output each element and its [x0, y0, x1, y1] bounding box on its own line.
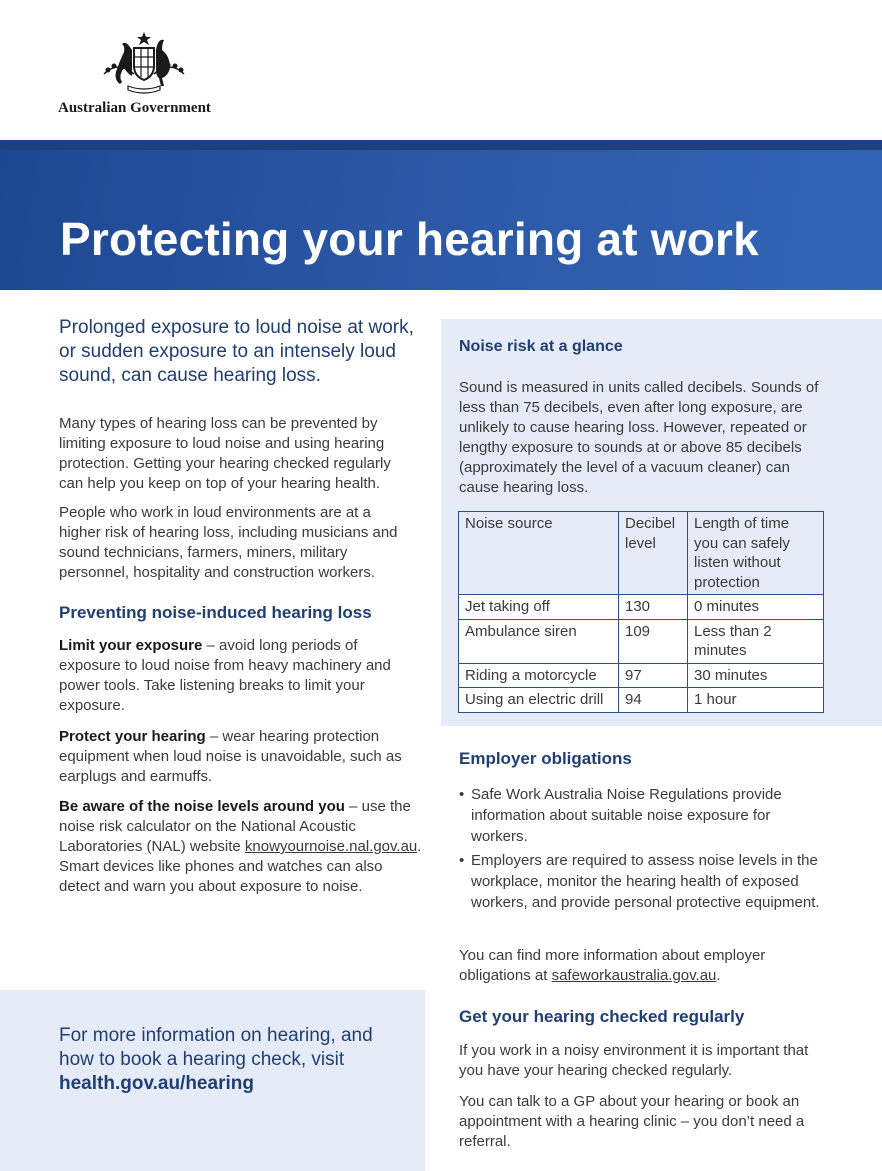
- protect-hearing-label: Protect your hearing: [59, 728, 206, 745]
- header-decibel-level: Decibel level: [619, 512, 688, 595]
- australian-government-logo: [58, 30, 228, 120]
- limit-exposure-label: Limit your exposure: [59, 637, 203, 654]
- employer-heading: Employer obligations: [459, 749, 632, 768]
- protect-hearing-paragraph: [59, 727, 421, 787]
- banner-stripe: [0, 140, 882, 150]
- cell-time: 30 minutes: [688, 663, 824, 688]
- cell-decibel: 97: [619, 663, 688, 688]
- intro-paragraph: Many types of hearing loss can be prevented by limiting exposure to loud noise and using hearing protection. Getting your hearing checked regularly can help you keep on top of your hearing health.: [59, 415, 391, 492]
- table-row: [459, 688, 824, 713]
- noise-levels-label: Be aware of the noise levels around you: [59, 798, 345, 815]
- coat-of-arms-icon: [98, 30, 190, 94]
- noise-levels-text: – use the noise risk calculator on the National Acoustic Laboratories (NAL) website: [59, 798, 411, 855]
- employer-bullet-list: [459, 784, 829, 916]
- more-info-text: [59, 1024, 399, 1096]
- protect-hearing-text: – wear hearing protection equipment when loud noise is unavoidable, such as earplugs and earmuffs.: [59, 728, 402, 785]
- checkup-paragraph-2: You can talk to a GP about your hearing or book an appointment with a hearing clinic – you don’t need a referral.: [459, 1093, 805, 1150]
- checkup-paragraph-1: If you work in a noisy environment it is important that you have your hearing checked regularly.: [459, 1042, 809, 1079]
- more-info-box: [0, 990, 425, 1171]
- noise-levels-paragraph: [59, 797, 424, 897]
- table-row: [459, 663, 824, 688]
- checkup-heading: Get your hearing checked regularly: [459, 1007, 745, 1026]
- decibel-paragraph: Sound is measured in units called decibels. Sounds of less than 75 decibels, even after long exposure, are unlikely to cause hearing loss. However, repeated or lengthy exposure to sounds at or above 85 decibels (approximately the level of a vacuum cleaner) can cause hearing loss.: [459, 379, 819, 496]
- cell-decibel: 130: [619, 595, 688, 620]
- cell-decibel: 94: [619, 688, 688, 713]
- intro-lead: Prolonged exposure to loud noise at work, or sudden exposure to an intensely loud sound, can cause hearing loss.: [59, 317, 414, 386]
- limit-exposure-text: – avoid long periods of exposure to loud noise from heavy machinery and power tools. Take listening breaks to limit your exposure.: [59, 637, 391, 714]
- cell-source: Riding a motorcycle: [459, 663, 619, 688]
- noise-levels-text-end: . Smart devices like phones and watches can also detect and warn you about exposure to noise.: [59, 838, 422, 895]
- cell-source: Ambulance siren: [459, 619, 619, 663]
- risk-paragraph: People who work in loud environments are at a higher risk of hearing loss, including musicians and sound technicians, farmers, miners, military personnel, hospitality and construction workers.: [59, 504, 398, 581]
- noise-risk-heading: Noise risk at a glance: [459, 338, 623, 355]
- safework-link[interactable]: safeworkaustralia.gov.au: [551, 967, 717, 984]
- government-name: Australian Government: [58, 100, 211, 116]
- page-title: Protecting your hearing at work: [60, 213, 759, 265]
- table-header-row: [459, 512, 824, 595]
- cell-time: 1 hour: [688, 688, 824, 713]
- header-safe-time: Length of time you can safely listen without protection: [688, 512, 824, 595]
- nal-website-link[interactable]: knowyournoise.nal.gov.au: [244, 838, 418, 855]
- cell-source: Using an electric drill: [459, 688, 619, 713]
- cell-time: 0 minutes: [688, 595, 824, 620]
- title-banner: [0, 140, 882, 290]
- header-noise-source: Noise source: [459, 512, 619, 595]
- table-row: [459, 619, 824, 663]
- limit-exposure-paragraph: [59, 636, 411, 716]
- noise-table: [458, 511, 824, 713]
- cell-time: Less than 2 minutes: [688, 619, 824, 663]
- health-website-link[interactable]: health.gov.au/hearing: [59, 1073, 254, 1094]
- cell-decibel: 109: [619, 619, 688, 663]
- prevent-heading: Preventing noise-induced hearing loss: [59, 603, 372, 622]
- employer-more-info: [459, 946, 809, 986]
- employer-more-end: .: [716, 967, 721, 984]
- employer-more-text: You can find more information about employer obligations at: [459, 947, 766, 984]
- list-item: • Safe Work Australia Noise Regulations provide information about suitable noise exposure for workers.: [459, 784, 829, 847]
- cell-source: Jet taking off: [459, 595, 619, 620]
- list-item: • Employers are required to assess noise levels in the workplace, monitor the hearing health of exposed workers, and provide personal protective equipment.: [459, 850, 829, 913]
- more-info-lead: For more information on hearing, and how to book a hearing check, visit: [59, 1025, 373, 1070]
- table-row: [459, 595, 824, 620]
